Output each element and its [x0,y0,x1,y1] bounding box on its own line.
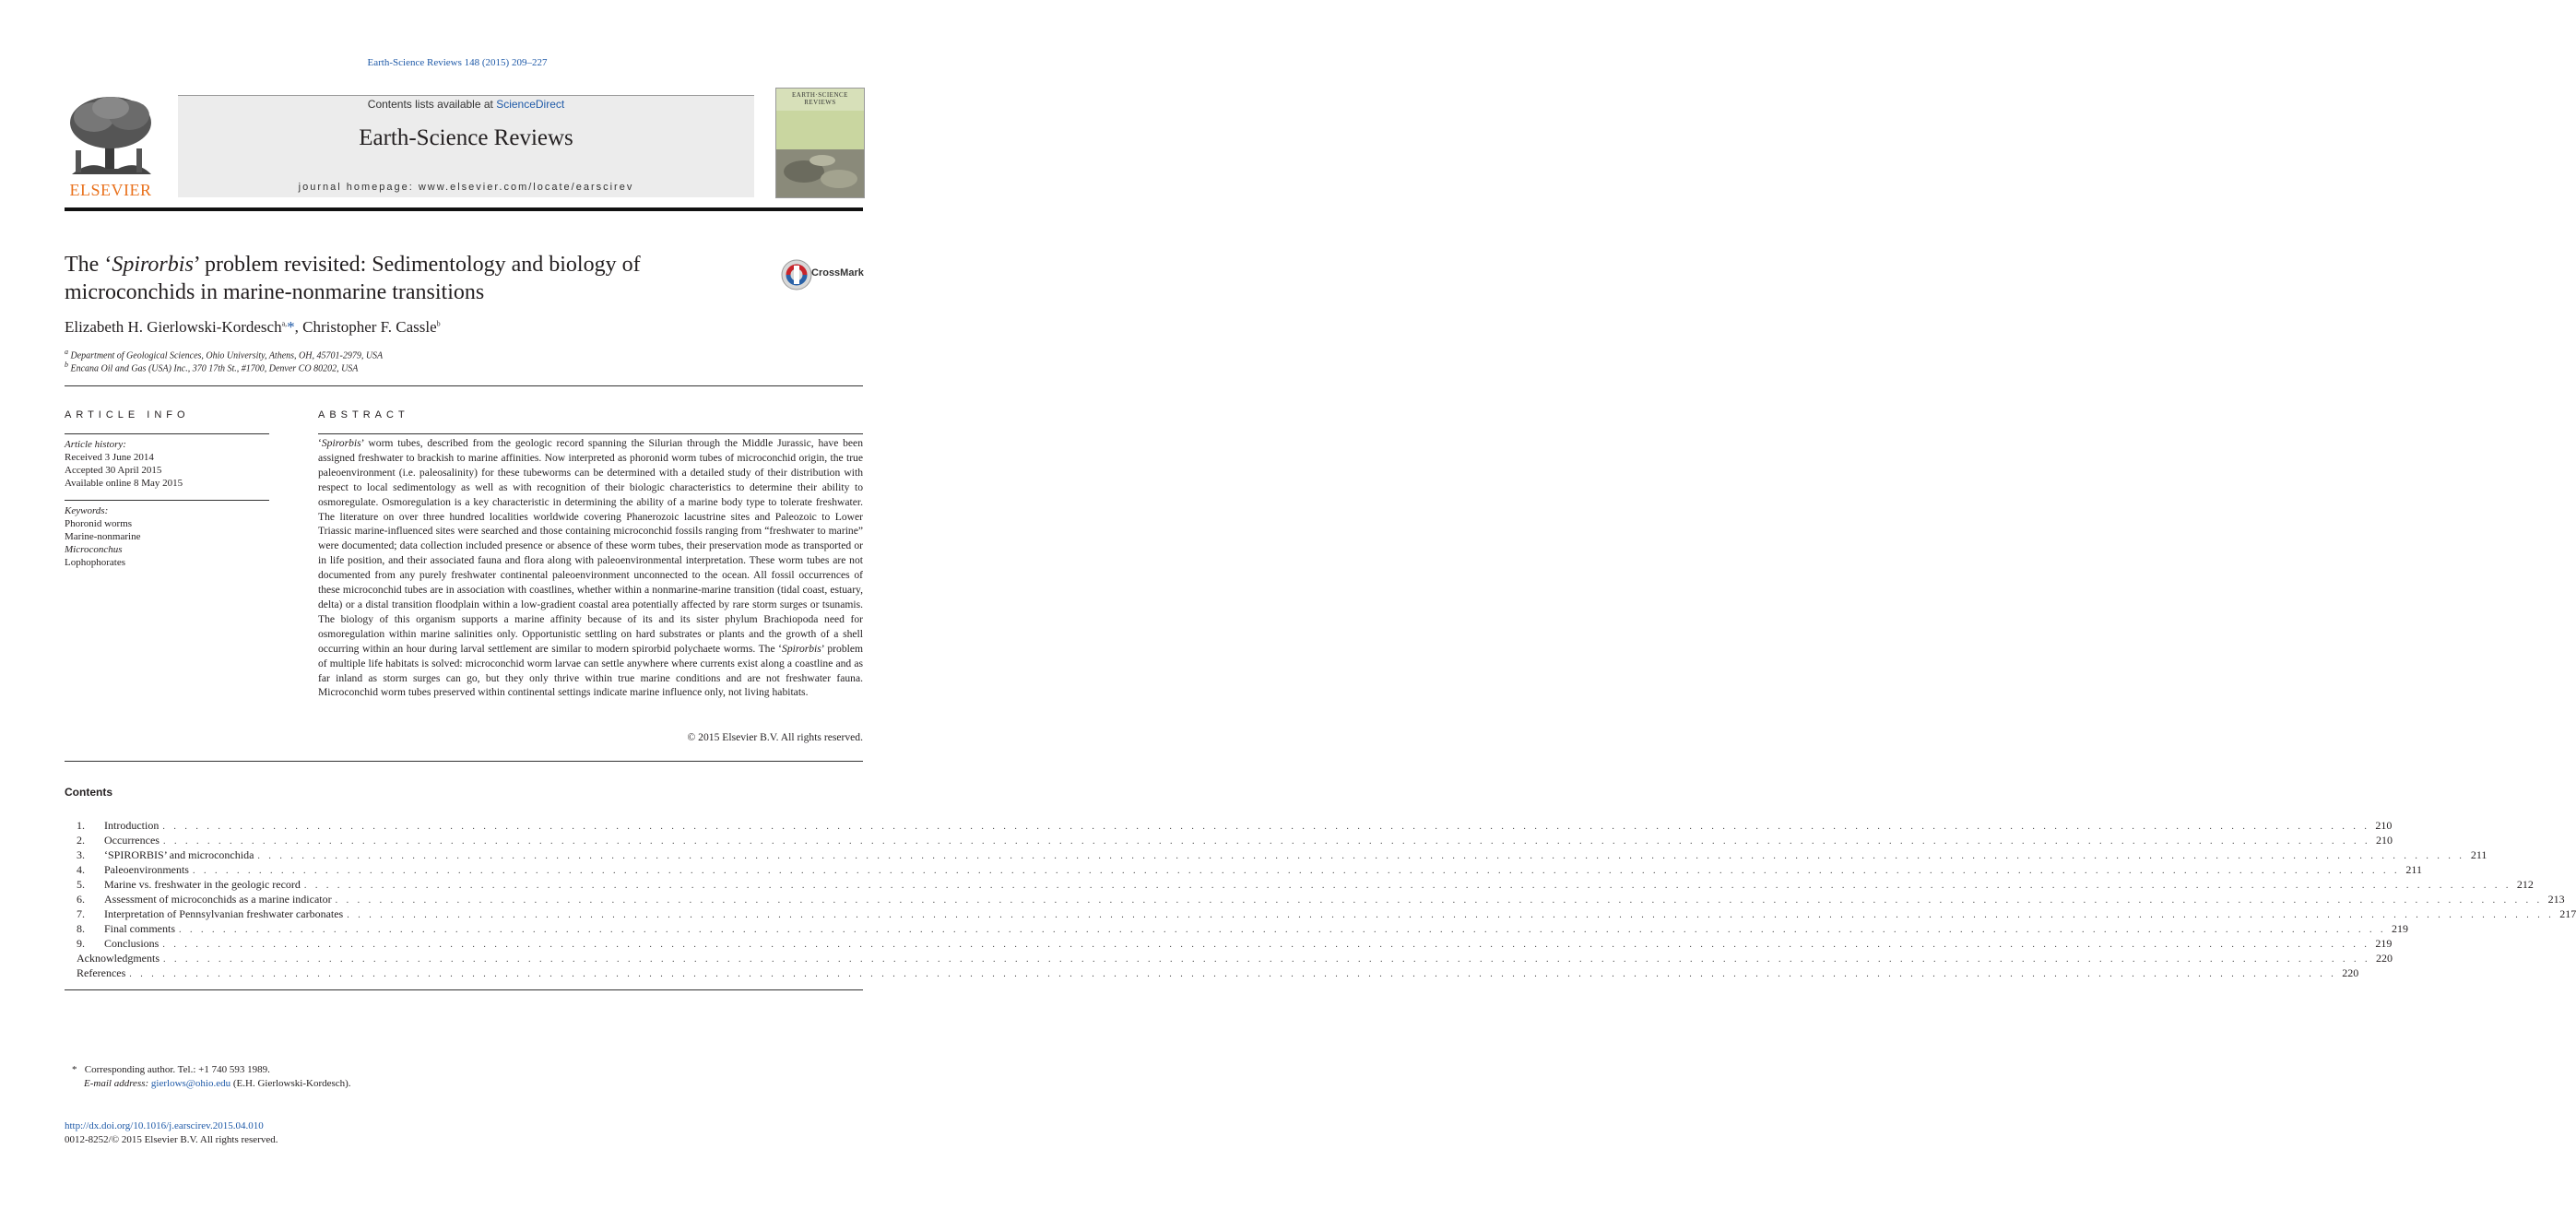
toc-title[interactable]: Assessment of microconchids as a marine indicator [104,893,332,906]
toc-entry[interactable] [77,877,2534,892]
toc-number: 2. [77,834,85,847]
toc-entry[interactable] [77,921,2408,936]
toc-page-number: 210 [2375,819,2393,832]
journal-cover-image [775,88,865,198]
crossmark-icon [780,258,813,291]
journal-name: Earth-Science Reviews [359,125,573,150]
toc-page-number: 213 [2547,893,2565,906]
toc-leader: . . . . . . . . . . . . . . . . . . . . . . . . . . . . . . . . . . . . . . . . . . . . . . . . . . . . . . . . . . . . . . . . . . . . . . . . . . . . . . . . . . . . . . . . . . . . . . . . . . . . . . . . . . . . . . . . . . . . . . . . . . . . . . . . . . . . . . . . . . . . . . . . . . . . . . . . . . . . . . . . . . . . . . . . . . . . . . . . . . . . . . . . . . . . . . . . . . . . . . . . [179,925,2386,935]
section-divider [65,385,863,386]
table-of-contents [77,818,2576,980]
toc-title[interactable]: Marine vs. freshwater in the geologic record [104,878,301,891]
abstract-heading: ABSTRACT [318,409,409,420]
toc-entry[interactable] [77,818,2393,833]
affiliation-a: $^a$ Department of Geological Sciences, Ohio University, Athens, OH, 45701-2979, USA [65,348,384,361]
toc-page-number: 219 [2392,922,2408,935]
abstract-text: ‘Spirorbis’ worm tubes, described from the geologic record spanning the Silurian through the Middle Jurassic, have been assigned freshwater to brackish to marine affinities. Now interpreted as phoronid worm tubes of microconchid origin, the true paleoenvironment (i.e. paleosalinity) for these tubeworms can be determined with a detailed study of their distribution with respect to local sedimentology as well as with recognition of their biologic characteristics to determine their ability to osmoregulate. Osmoregulation is a key characteristic in determining the ability of a marine body type to tolerate freshwater. The literature on over three hundred localities worldwide covering Phanerozoic lacustrine sites and Paleozoic to Lower Triassic marine-influenced sites were searched and those containing microconchid fossils ranging from “freshwater to marine” were documented; data collection included presence or absence of these worm tubes, their preservation mode as transported or in life position, and their associated fauna and flora along with paleoenvironmental interpretation. These worm tubes are not documented from any purely freshwater continental paleoenvironment unconnected to the ocean. All fossil occurrences of these microconchid tubes are in association with coastlines, whether within a nonmarine-marine transition (tidal coast, estuary, delta) or a distal transition floodplain within a low-gradient coastal area potentially affected by rare storm surges or tsunamis. The biology of this organism supports a marine affinity because of its and its sister phylum Brachiopoda need for osmoregulation within marine salinities only. Opportunistic settling on hard substrates or plants and the growth of a shell occurring within an hour during larval settlement are similar to modern spirorbid polychaete worms. The ‘Spirorbis’ problem of multiple life habitats is solved: microconchid worm larvae can settle anywhere where currents exist along a coastline and as far inland as storm surges can go, but they only thrive within true marine conditions and are not freshwater fauna. Microconchid worm tubes preserved within continental settings indicate marine influence only, not living habitats. [318,437,863,699]
toc-title[interactable]: Occurrences [104,834,160,847]
toc-leader: . . . . . . . . . . . . . . . . . . . . . . . . . . . . . . . . . . . . . . . . . . . . . . . . . . . . . . . . . . . . . . . . . . . . . . . . . . . . . . . . . . . . . . . . . . . . . . . . . . . . . . . . . . . . . . . . . . . . . . . . . . . . . . . . . . . . . . . . . . . . . . . . . . . . . . . . . . . . . . . . . . . . . . . . . . . . . . . . . . . . . . . . . . . . . . . . . . . . . . . . [257,851,2465,861]
toc-entry[interactable] [77,965,2359,980]
doi-block [65,1119,278,1147]
sciencedirect-link[interactable]: ScienceDirect [496,98,565,111]
toc-page-number: 211 [2405,863,2422,876]
article-title: The ‘Spirorbis’ problem revisited: Sedimentology and biology of microconchids in marine-nonmarine transitions [65,253,641,304]
toc-entry[interactable] [77,892,2565,906]
keywords-rule [65,500,269,501]
toc-entry[interactable] [77,833,2393,847]
toc-leader: . . . . . . . . . . . . . . . . . . . . . . . . . . . . . . . . . . . . . . . . . . . . . . . . . . . . . . . . . . . . . . . . . . . . . . . . . . . . . . . . . . . . . . . . . . . . . . . . . . . . . . . . . . . . . . . . . . . . . . . . . . . . . . . . . . . . . . . . . . . . . . . . . . . . . . . . . . . . . . . . . . . . . . . . . . . . . . . . . . . . . . . . . . . . . . . . . . . . . . . . [129,969,2337,979]
toc-number: 3. [77,848,85,861]
toc-title[interactable]: Conclusions [104,937,160,950]
toc-leader: . . . . . . . . . . . . . . . . . . . . . . . . . . . . . . . . . . . . . . . . . . . . . . . . . . . . . . . . . . . . . . . . . . . . . . . . . . . . . . . . . . . . . . . . . . . . . . . . . . . . . . . . . . . . . . . . . . . . . . . . . . . . . . . . . . . . . . . . . . . . . . . . . . . . . . . . . . . . . . . . . . . . . . . . . . . . . . . . . . . . . . . . . . . . . . . . . . . . . . . . [303,881,2511,891]
toc-page-number: 219 [2375,937,2393,950]
journal-homepage[interactable]: journal homepage: www.elsevier.com/locate/earscirev [298,182,634,193]
article-info-rule [65,433,269,434]
doi-link[interactable]: http://dx.doi.org/10.1016/j.earscirev.2015.04.010 [65,1120,264,1131]
corresponding-footnote: * Corresponding author. Tel.: +1 740 593 1989. E-mail address: gierlows@ohio.edu (E.H. Gierlowski-Kordesch). [72,1064,351,1089]
keyword: Phoronid worms [65,518,133,529]
publisher-name: ELSEVIER [69,181,152,199]
corresponding-author-mark[interactable]: * [287,318,295,336]
toc-number: 8. [77,922,85,935]
toc-page-number: 217 [2559,907,2576,920]
keyword: Marine-nonmarine [65,531,141,542]
toc-title[interactable]: References [77,966,126,979]
toc-leader: . . . . . . . . . . . . . . . . . . . . . . . . . . . . . . . . . . . . . . . . . . . . . . . . . . . . . . . . . . . . . . . . . . . . . . . . . . . . . . . . . . . . . . . . . . . . . . . . . . . . . . . . . . . . . . . . . . . . . . . . . . . . . . . . . . . . . . . . . . . . . . . . . . . . . . . . . . . . . . . . . . . . . . . . . . . . . . . . . . . . . . . . . . . . . . . . . . . . . . . . [162,940,2370,950]
toc-leader: . . . . . . . . . . . . . . . . . . . . . . . . . . . . . . . . . . . . . . . . . . . . . . . . . . . . . . . . . . . . . . . . . . . . . . . . . . . . . . . . . . . . . . . . . . . . . . . . . . . . . . . . . . . . . . . . . . . . . . . . . . . . . . . . . . . . . . . . . . . . . . . . . . . . . . . . . . . . . . . . . . . . . . . . . . . . . . . . . . . . . . . . . . . . . . . . . . . . . . . . [192,866,2400,876]
keyword: Lophophorates [65,557,125,568]
affiliation-b: $^b$ Encana Oil and Gas (USA) Inc., 370 17th St., #1700, Denver CO 80202, USA [65,361,359,374]
toc-page-number: 210 [2375,834,2393,847]
toc-title[interactable]: Acknowledgments [77,952,160,965]
toc-page-number: 211 [2470,848,2487,861]
article-info-heading: ARTICLE INFO [65,409,190,420]
journal-citation[interactable]: Earth-Science Reviews 148 (2015) 209–227 [367,57,548,68]
keywords: Keywords: Phoronid worms Marine-nonmarine Microconchus Lophophorates [65,504,269,569]
toc-leader: . . . . . . . . . . . . . . . . . . . . . . . . . . . . . . . . . . . . . . . . . . . . . . . . . . . . . . . . . . . . . . . . . . . . . . . . . . . . . . . . . . . . . . . . . . . . . . . . . . . . . . . . . . . . . . . . . . . . . . . . . . . . . . . . . . . . . . . . . . . . . . . . . . . . . . . . . . . . . . . . . . . . . . . . . . . . . . . . . . . . . . . . . . . . . . . . . . . . . . . . [335,895,2543,906]
elsevier-tree-icon [63,95,159,180]
toc-leader: . . . . . . . . . . . . . . . . . . . . . . . . . . . . . . . . . . . . . . . . . . . . . . . . . . . . . . . . . . . . . . . . . . . . . . . . . . . . . . . . . . . . . . . . . . . . . . . . . . . . . . . . . . . . . . . . . . . . . . . . . . . . . . . . . . . . . . . . . . . . . . . . . . . . . . . . . . . . . . . . . . . . . . . . . . . . . . . . . . . . . . . . . . . . . . . . . . . . . . . . [162,836,2370,847]
toc-page-number: 212 [2516,878,2534,891]
toc-title[interactable]: Final comments [104,922,175,935]
toc-title[interactable]: Interpretation of Pennsylvanian freshwater carbonates [104,907,344,920]
email-link[interactable]: gierlows@ohio.edu [150,1078,231,1089]
issn-line: 0012-8252/© 2015 Elsevier B.V. All rights reserved. [65,1134,278,1145]
toc-title[interactable]: ‘SPIRORBIS’ and microconchida [104,848,254,861]
keyword: Microconchus [65,544,123,555]
toc-number: 7. [77,907,85,920]
toc-page-number: 220 [2342,966,2359,979]
contents-available-line: Contents lists available at ScienceDirect [367,98,565,111]
cover-title: EARTH·SCIENCE REVIEWS [792,91,848,106]
abstract-copyright: © 2015 Elsevier B.V. All rights reserved. [687,731,863,743]
section-divider [65,989,863,990]
toc-entry[interactable] [77,862,2422,877]
article-history: Article history: Received 3 June 2014 Accepted 30 April 2015 Available online 8 May 2015 [65,439,183,489]
author-name: , Christopher F. Cassle [294,318,437,336]
toc-leader: . . . . . . . . . . . . . . . . . . . . . . . . . . . . . . . . . . . . . . . . . . . . . . . . . . . . . . . . . . . . . . . . . . . . . . . . . . . . . . . . . . . . . . . . . . . . . . . . . . . . . . . . . . . . . . . . . . . . . . . . . . . . . . . . . . . . . . . . . . . . . . . . . . . . . . . . . . . . . . . . . . . . . . . . . . . . . . . . . . . . . . . . . . . . . . . . . . . . . . . . [162,822,2370,832]
toc-leader: . . . . . . . . . . . . . . . . . . . . . . . . . . . . . . . . . . . . . . . . . . . . . . . . . . . . . . . . . . . . . . . . . . . . . . . . . . . . . . . . . . . . . . . . . . . . . . . . . . . . . . . . . . . . . . . . . . . . . . . . . . . . . . . . . . . . . . . . . . . . . . . . . . . . . . . . . . . . . . . . . . . . . . . . . . . . . . . . . . . . . . . . . . . . . . . . . . . . . . . . [162,954,2370,965]
header-divider [65,207,863,211]
toc-title[interactable]: Paleoenvironments [104,863,189,876]
author-list: Elizabeth H. Gierlowski-Kordesch$^{a,}$*, Christopher F. Cassle$^b$ [65,318,441,336]
toc-number: 9. [77,937,85,950]
toc-number: 4. [77,863,85,876]
section-divider [65,761,863,762]
toc-entry[interactable] [77,951,2393,965]
toc-number: 5. [77,878,85,891]
abstract-rule [318,433,863,434]
toc-entry[interactable] [77,906,2576,921]
contents-heading: Contents [65,786,112,799]
toc-number: 6. [77,893,85,906]
toc-page-number: 220 [2375,952,2393,965]
toc-leader: . . . . . . . . . . . . . . . . . . . . . . . . . . . . . . . . . . . . . . . . . . . . . . . . . . . . . . . . . . . . . . . . . . . . . . . . . . . . . . . . . . . . . . . . . . . . . . . . . . . . . . . . . . . . . . . . . . . . . . . . . . . . . . . . . . . . . . . . . . . . . . . . . . . . . . . . . . . . . . . . . . . . . . . . . . . . . . . . . . . . . . . . . . . . . . . . . . . . . . . . [347,910,2555,920]
author-name: Elizabeth H. Gierlowski-Kordesch [65,318,282,336]
toc-number: 1. [77,819,85,832]
crossmark-label[interactable]: CrossMark [811,267,864,278]
toc-entry[interactable] [77,847,2487,862]
toc-title[interactable]: Introduction [104,819,160,832]
toc-entry[interactable] [77,936,2393,951]
